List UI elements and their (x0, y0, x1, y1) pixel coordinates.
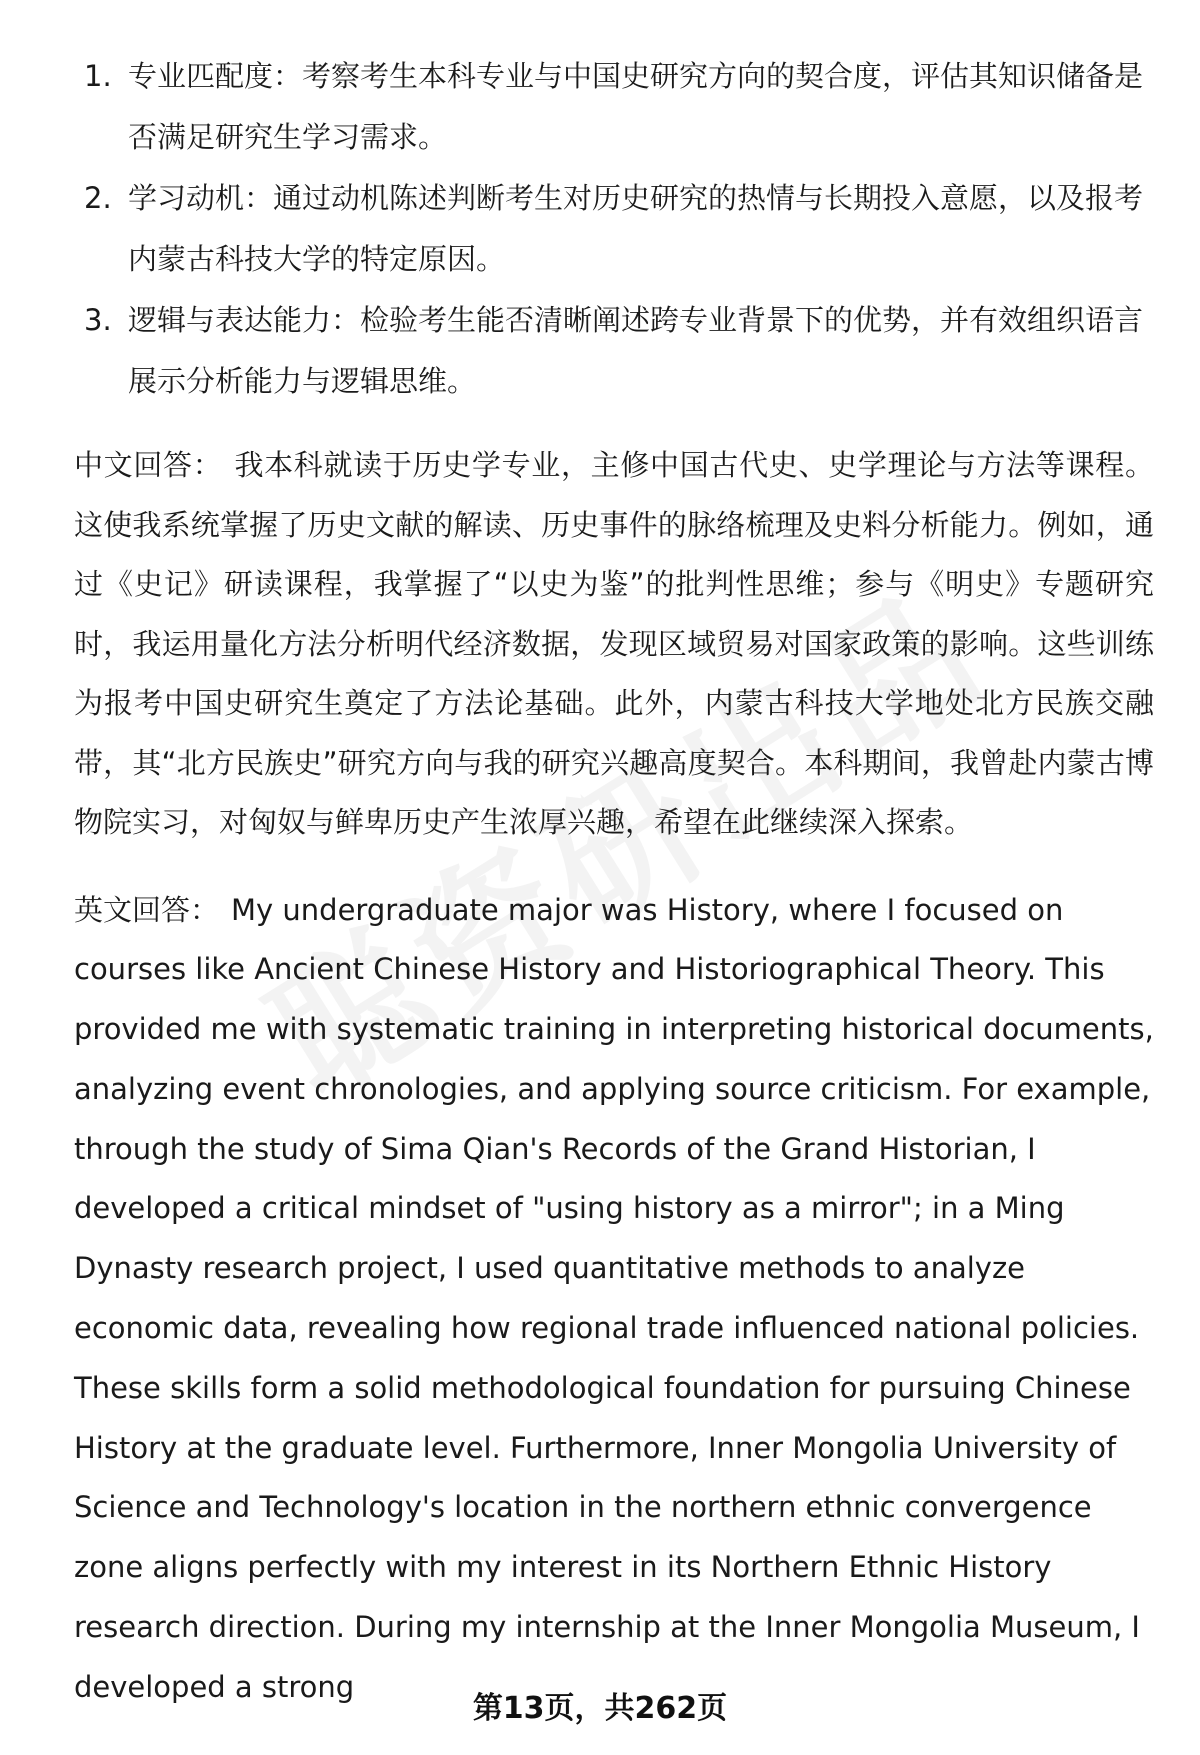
document-page (74, 46, 1154, 1718)
list-item-text: 专业匹配度：考察考生本科专业与中国史研究方向的契合度，评估其知识储备是否满足研究生学习需求。 (128, 59, 1144, 154)
english-answer-label: 英文回答： (74, 892, 220, 927)
evaluation-criteria-list (74, 46, 1154, 412)
chinese-answer-paragraph (74, 436, 1154, 853)
chinese-answer-label: 中文回答： (74, 448, 223, 482)
english-answer-paragraph (74, 881, 1154, 1718)
list-item-text: 学习动机：通过动机陈述判断考生对历史研究的热情与长期投入意愿，以及报考内蒙古科技大学的特定原因。 (128, 181, 1144, 276)
list-item-number: 2. (84, 181, 112, 215)
list-item-number: 1. (84, 59, 112, 93)
chinese-answer-text: 我本科就读于历史学专业，主修中国古代史、史学理论与方法等课程。这使我系统掌握了历史文献的解读、历史事件的脉络梳理及史料分析能力。例如，通过《史记》研读课程，我掌握了“以史为鉴”的批判性思维；参与《明史》专题研究时，我运用量化方法分析明代经济数据，发现区域贸易对国家政策的影响。这些训练为报考中国史研究生奠定了方法论基础。此外，内蒙古科技大学地处北方民族交融带，其“北方民族史”研究方向与我的研究兴趣高度契合。本科期间，我曾赴内蒙古博物院实习，对匈奴与鲜卑历史产生浓厚兴趣，希望在此继续深入探索。 (74, 448, 1154, 839)
english-answer-text: My undergraduate major was History, where I focused on courses like Ancient Chinese History and Historiographical Theory. This provided me with systematic training in interpreting historical documents, analyzing event chronologies, and applying source criticism. For example, through the study of Sima Qian's Records of the Grand Historian, I developed a critical mindset of "using history as a mirror"; in a Ming Dynasty research project, I used quantitative methods to analyze economic data, revealing how regional trade influenced national policies. These skills form a solid methodological foundation for pursuing Chinese History at the graduate level. Furthermore, Inner Mongolia University of Science and Technology's location in the northern ethnic convergence zone aligns perfectly with my interest in its Northern Ethnic History research direction. During my internship at the Inner Mongolia Museum, I developed a strong (74, 892, 1154, 1704)
list-item-number: 3. (84, 303, 112, 337)
list-item-text: 逻辑与表达能力：检验考生能否清晰阐述跨专业背景下的优势，并有效组织语言展示分析能力与逻辑思维。 (128, 303, 1144, 398)
list-item (74, 168, 1154, 290)
page-number-footer: 第13页，共262页 (472, 1691, 728, 1726)
list-item (74, 46, 1154, 168)
list-item (74, 290, 1154, 412)
